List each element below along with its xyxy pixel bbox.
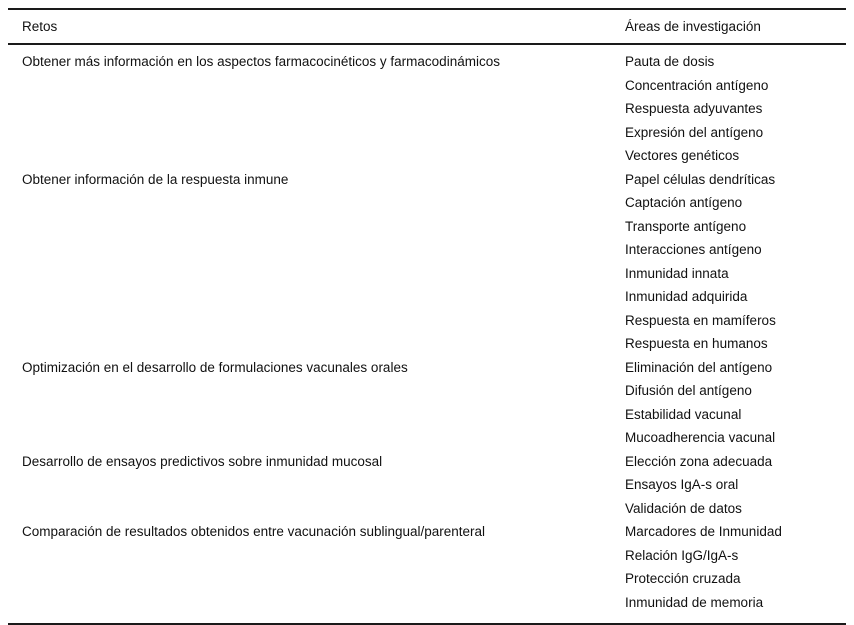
area-item: Marcadores de Inmunidad (625, 524, 782, 539)
table-row (8, 50, 846, 168)
reto-cell: Desarrollo de ensayos predictivos sobre inmunidad mucosal (22, 453, 383, 469)
areas-cell (625, 520, 846, 614)
area-item: Validación de datos (625, 500, 742, 516)
table-body (8, 45, 846, 623)
area-item: Respuesta en humanos (625, 336, 768, 351)
research-table (8, 8, 846, 625)
area-item: Eliminación del antígeno (625, 359, 773, 375)
area-item: Concentración antígeno (625, 77, 769, 93)
area-item: Expresión del antígeno (625, 124, 764, 140)
area-item: Inmunidad innata (625, 265, 729, 281)
areas-cell (625, 50, 846, 168)
table-row (8, 450, 846, 521)
table-row (8, 356, 846, 450)
reto-cell: Obtener más información en los aspectos farmacocinéticos y farmacodinámicos (22, 54, 500, 69)
table-header-row (8, 10, 846, 45)
area-item: Vectores genéticos (625, 148, 740, 163)
area-item: Papel células dendríticas (625, 171, 776, 187)
area-item: Captación antígeno (625, 195, 743, 210)
area-item: Respuesta en mamíferos (625, 312, 776, 328)
area-item: Inmunidad de memoria (625, 594, 764, 610)
area-item: Mucoadherencia vacunal (625, 430, 776, 445)
area-item: Pauta de dosis (625, 54, 715, 69)
area-item: Difusión del antígeno (625, 383, 752, 398)
area-item: Ensayos IgA-s oral (625, 477, 739, 492)
reto-cell: Comparación de resultados obtenidos entre vacunación sublingual/parenteral (22, 524, 486, 539)
areas-cell (625, 168, 846, 356)
area-item: Elección zona adecuada (625, 453, 773, 469)
areas-cell (625, 356, 846, 450)
reto-cell: Optimización en el desarrollo de formulaciones vacunales orales (22, 359, 408, 375)
area-item: Inmunidad adquirida (625, 289, 748, 304)
table-row (8, 168, 846, 356)
column-header-areas: Áreas de investigación (625, 19, 761, 34)
area-item: Interacciones antígeno (625, 242, 762, 257)
area-item: Protección cruzada (625, 571, 741, 586)
table-row (8, 520, 846, 614)
reto-cell: Obtener información de la respuesta inmune (22, 171, 289, 187)
area-item: Relación IgG/IgA-s (625, 547, 739, 563)
areas-cell (625, 450, 846, 521)
area-item: Transporte antígeno (625, 218, 747, 234)
area-item: Respuesta adyuvantes (625, 101, 763, 116)
area-item: Estabilidad vacunal (625, 406, 742, 422)
column-header-retos: Retos (22, 19, 58, 34)
